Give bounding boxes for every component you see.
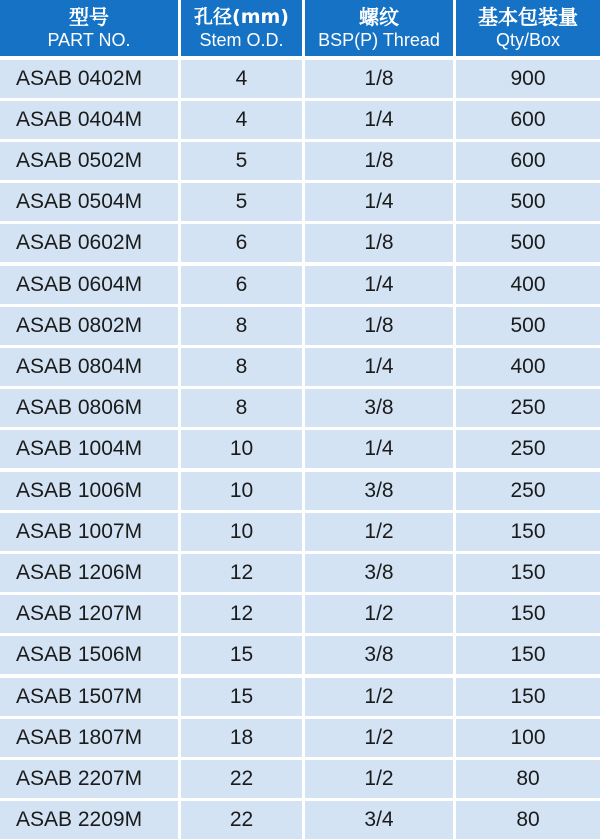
thread-cell: 3/4 — [305, 801, 453, 839]
header-stem-zh: 孔径(mm) — [194, 5, 289, 28]
stem-od-cell: 8 — [181, 348, 302, 386]
part-no-cell: ASAB 1206M — [0, 554, 178, 592]
part-no-cell: ASAB 2209M — [0, 801, 178, 839]
header-thread — [305, 0, 453, 56]
part-no-cell: ASAB 2207M — [0, 760, 178, 798]
part-no-cell: ASAB 0602M — [0, 224, 178, 262]
qty-box-cell: 500 — [456, 307, 600, 345]
stem-od-cell: 5 — [181, 142, 302, 180]
qty-box-cell: 150 — [456, 636, 600, 674]
thread-cell: 1/4 — [305, 430, 453, 468]
stem-od-cell: 5 — [181, 183, 302, 221]
thread-cell: 3/8 — [305, 389, 453, 427]
part-no-cell: ASAB 1004M — [0, 430, 178, 468]
part-no-cell: ASAB 0804M — [0, 348, 178, 386]
table-row — [0, 348, 600, 386]
qty-box-cell: 80 — [456, 760, 600, 798]
qty-box-cell: 150 — [456, 554, 600, 592]
thread-cell: 3/8 — [305, 636, 453, 674]
thread-cell: 1/8 — [305, 307, 453, 345]
part-no-cell: ASAB 1807M — [0, 719, 178, 757]
qty-box-cell: 400 — [456, 266, 600, 304]
part-no-cell: ASAB 1006M — [0, 472, 178, 510]
qty-box-cell: 100 — [456, 719, 600, 757]
qty-box-cell: 250 — [456, 472, 600, 510]
thread-cell: 1/8 — [305, 224, 453, 262]
table-row — [0, 307, 600, 345]
table-row — [0, 430, 600, 468]
stem-od-cell: 8 — [181, 307, 302, 345]
stem-od-cell: 12 — [181, 595, 302, 633]
part-no-cell: ASAB 0504M — [0, 183, 178, 221]
thread-cell: 1/8 — [305, 60, 453, 98]
stem-od-cell: 4 — [181, 60, 302, 98]
stem-od-cell: 10 — [181, 430, 302, 468]
header-qty-zh: 基本包装量 — [478, 4, 578, 29]
part-no-cell: ASAB 1007M — [0, 513, 178, 551]
header-stem — [181, 0, 302, 56]
qty-box-cell: 600 — [456, 142, 600, 180]
part-no-cell: ASAB 1207M — [0, 595, 178, 633]
qty-box-cell: 80 — [456, 801, 600, 839]
qty-box-cell: 150 — [456, 513, 600, 551]
header-stem-en: Stem O.D. — [199, 29, 284, 50]
thread-cell: 1/2 — [305, 760, 453, 798]
part-no-cell: ASAB 0402M — [0, 60, 178, 98]
table-row — [0, 101, 600, 139]
thread-cell: 3/8 — [305, 554, 453, 592]
stem-od-cell: 15 — [181, 678, 302, 716]
stem-od-cell: 8 — [181, 389, 302, 427]
table-row — [0, 183, 600, 221]
stem-od-cell: 12 — [181, 554, 302, 592]
header-part-no-zh: 型号 — [69, 4, 109, 29]
qty-box-cell: 600 — [456, 101, 600, 139]
thread-cell: 1/4 — [305, 266, 453, 304]
header-thread-zh: 螺纹 — [359, 4, 399, 29]
table-row — [0, 760, 600, 798]
stem-od-cell: 4 — [181, 101, 302, 139]
part-no-cell: ASAB 0604M — [0, 266, 178, 304]
qty-box-cell: 400 — [456, 348, 600, 386]
thread-cell: 1/4 — [305, 183, 453, 221]
stem-od-cell: 22 — [181, 760, 302, 798]
table-row — [0, 554, 600, 592]
qty-box-cell: 900 — [456, 60, 600, 98]
thread-cell: 1/2 — [305, 595, 453, 633]
thread-cell: 1/2 — [305, 719, 453, 757]
stem-od-cell: 6 — [181, 224, 302, 262]
stem-od-cell: 6 — [181, 266, 302, 304]
header-qty — [456, 0, 600, 56]
stem-od-cell: 10 — [181, 513, 302, 551]
qty-box-cell: 150 — [456, 678, 600, 716]
thread-cell: 1/4 — [305, 348, 453, 386]
table-row — [0, 636, 600, 674]
table-row — [0, 801, 600, 839]
qty-box-cell: 250 — [456, 389, 600, 427]
stem-od-cell: 10 — [181, 472, 302, 510]
thread-cell: 1/2 — [305, 513, 453, 551]
part-no-cell: ASAB 1507M — [0, 678, 178, 716]
table-row — [0, 389, 600, 427]
thread-cell: 3/8 — [305, 472, 453, 510]
header-part-no-en: PART NO. — [47, 29, 131, 50]
part-no-cell: ASAB 0502M — [0, 142, 178, 180]
qty-box-cell: 250 — [456, 430, 600, 468]
table-row — [0, 224, 600, 262]
thread-cell: 1/4 — [305, 101, 453, 139]
table-row — [0, 678, 600, 716]
part-no-cell: ASAB 1506M — [0, 636, 178, 674]
part-no-cell: ASAB 0802M — [0, 307, 178, 345]
table-row — [0, 472, 600, 510]
thread-cell: 1/2 — [305, 678, 453, 716]
part-no-cell: ASAB 0404M — [0, 101, 178, 139]
table-row — [0, 142, 600, 180]
stem-od-cell: 15 — [181, 636, 302, 674]
table-row — [0, 513, 600, 551]
part-no-cell: ASAB 0806M — [0, 389, 178, 427]
table-row — [0, 719, 600, 757]
header-qty-en: Qty/Box — [495, 29, 561, 50]
qty-box-cell: 500 — [456, 224, 600, 262]
table-row — [0, 266, 600, 304]
header-thread-en: BSP(P) Thread — [318, 29, 440, 50]
qty-box-cell: 500 — [456, 183, 600, 221]
qty-box-cell: 150 — [456, 595, 600, 633]
stem-od-cell: 18 — [181, 719, 302, 757]
stem-od-cell: 22 — [181, 801, 302, 839]
table-row — [0, 60, 600, 98]
thread-cell: 1/8 — [305, 142, 453, 180]
table-row — [0, 595, 600, 633]
header-part-no — [0, 0, 178, 56]
